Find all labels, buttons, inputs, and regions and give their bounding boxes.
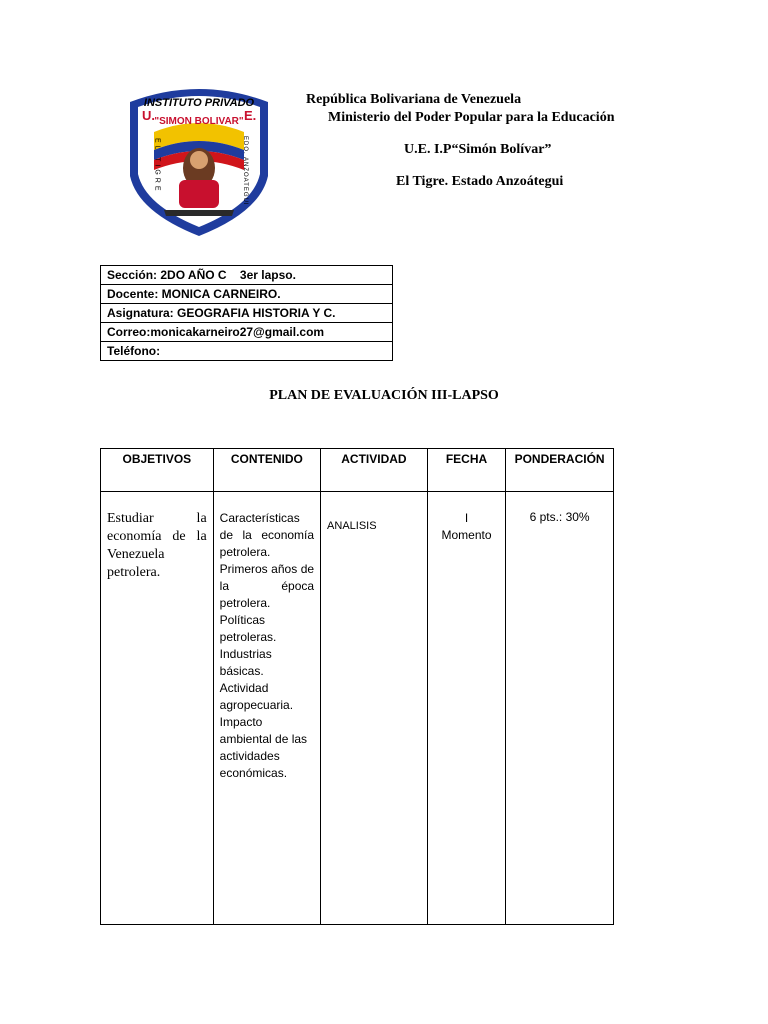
header-ponderacion: PONDERACIÓN [506, 449, 614, 492]
school-logo [124, 80, 274, 240]
header-school: U.E. I.P“Simón Bolívar” [404, 142, 552, 157]
logo-name-text: "SIMON BOLIVAR" [154, 116, 244, 127]
table-row [101, 492, 614, 925]
header-contenido: CONTENIDO [213, 449, 320, 492]
logo-right-letter: E. [244, 108, 257, 123]
info-seccion: Sección: 2DO AÑO C 3er lapso. [101, 266, 393, 285]
contenido-item: Actividad agropecuaria. [219, 681, 294, 712]
logo-left-letter: U. [142, 108, 155, 123]
header-objetivos: OBJETIVOS [101, 449, 214, 492]
header-fecha: FECHA [427, 449, 505, 492]
cell-objetivo [101, 492, 214, 925]
contenido-item: Industrias básicas. [219, 647, 272, 678]
evaluation-table [100, 448, 614, 925]
header-ministerio: Ministerio del Poder Popular para la Educación [328, 110, 615, 125]
logo-top-text: INSTITUTO PRIVADO [143, 97, 255, 109]
fecha-line1: I [464, 511, 469, 525]
contenido-item: Políticas petroleras. [219, 613, 277, 644]
cell-ponderacion [506, 492, 614, 925]
header-location: El Tigre. Estado Anzoátegui [396, 174, 564, 189]
plan-title: PLAN DE EVALUACIÓN III-LAPSO [269, 388, 499, 403]
contenido-item: Características de la economía petrolera. [219, 511, 315, 559]
ponderacion-text: 6 pts.: 30% [529, 510, 590, 524]
logo-left-side-text: EL TIGRE [153, 138, 161, 194]
header-republica: República Bolivariana de Venezuela [306, 92, 522, 107]
cell-contenido [213, 492, 320, 925]
fecha-line2: Momento [441, 528, 492, 542]
info-correo: Correo:monicakarneiro27@gmail.com [101, 323, 393, 342]
info-docente: Docente: MONICA CARNEIRO. [101, 285, 393, 304]
info-telefono: Teléfono: [101, 342, 393, 361]
contenido-item: Primeros años de la época petrolera. [219, 562, 315, 610]
header-actividad: ACTIVIDAD [321, 449, 428, 492]
cell-fecha [427, 492, 505, 925]
objetivo-text: Estudiar la economía de la Venezuela petrolera. [107, 511, 207, 580]
info-asignatura: Asignatura: GEOGRAFIA HISTORIA Y C. [101, 304, 393, 323]
contenido-item: Impacto ambiental de las actividades económicas. [219, 715, 308, 780]
info-table [100, 265, 393, 361]
logo-right-side-text: EDO. ANZOATEGUI [242, 136, 248, 206]
actividad-text: ANALISIS [327, 520, 377, 532]
cell-actividad [321, 492, 428, 925]
